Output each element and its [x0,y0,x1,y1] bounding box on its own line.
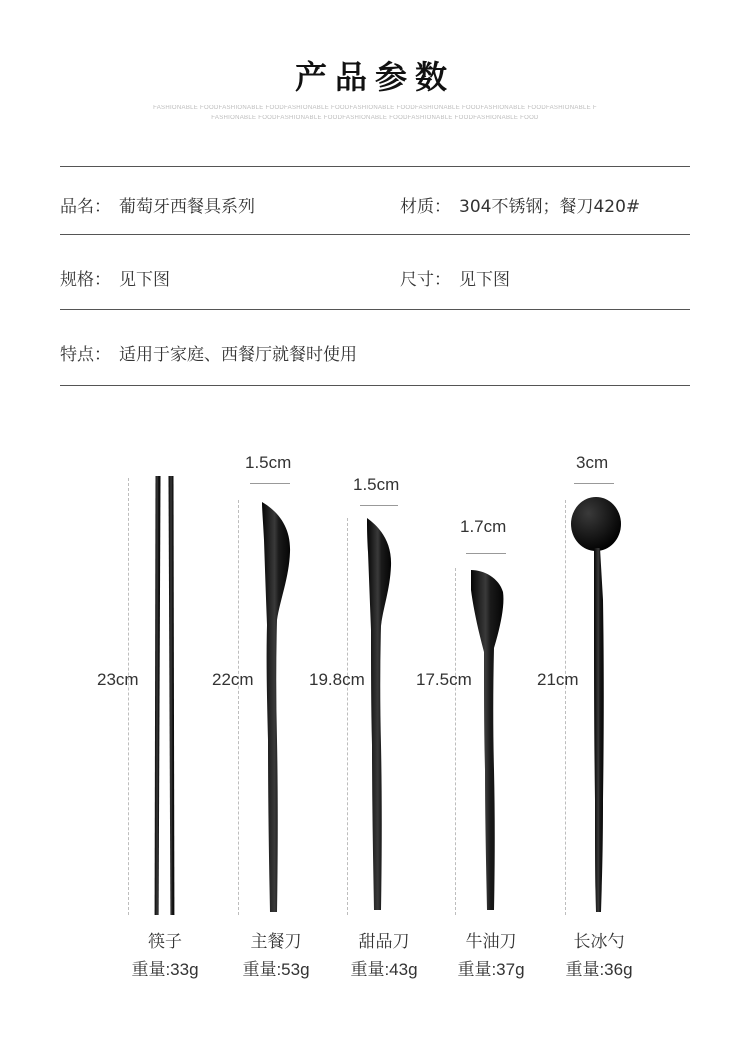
spec-feature-value: 适用于家庭、西餐厅就餐时使用 [119,345,357,365]
spec-size-value: 见下图 [119,270,170,290]
spec-feature-label: 特点： [60,345,111,365]
dessert-knife-icon [367,518,391,910]
length-label-chopsticks: 23cm [97,670,139,689]
spec-product-name-value: 葡萄牙西餐具系列 [119,197,255,217]
item-weight-dessert-knife: 重量:43g [350,960,418,979]
item-name-long-spoon: 长冰勺 [573,932,625,952]
width-label-dessert-knife: 1.5cm [353,475,400,494]
spec-dimension-value: 见下图 [459,270,510,290]
dinner-knife-icon [262,502,290,912]
spec-size-label: 规格： [60,270,111,290]
length-label-dessert-knife: 19.8cm [309,670,365,689]
subtitle-line-2: FASHIONABLE FOODFASHIONABLE FOODFASHIONABLE FOODFASHIONABLE FOODFASHIONABLE FOOD [211,115,539,121]
item-name-butter-knife: 牛油刀 [465,932,517,952]
item-name-chopsticks: 筷子 [148,932,182,952]
spec-material-label: 材质： [400,197,451,217]
length-label-butter-knife: 17.5cm [416,670,472,689]
item-weight-chopsticks: 重量:33g [131,960,199,979]
spec-material-value: 304不锈钢；餐刀420# [459,197,641,217]
item-name-dinner-knife: 主餐刀 [250,932,302,952]
butter-knife-icon [471,570,503,910]
spec-product-name-label: 品名： [60,197,111,217]
length-label-long-spoon: 21cm [537,670,579,689]
width-label-dinner-knife: 1.5cm [245,453,292,472]
subtitle-line-1: FASHIONABLE FOODFASHIONABLE FOODFASHIONABLE FOODFASHIONABLE FOODFASHIONABLE FOODFASHIONABLE FOODFASHIONABLE F [153,105,597,111]
item-weight-butter-knife: 重量:37g [457,960,525,979]
width-label-long-spoon: 3cm [576,453,609,472]
long-spoon-icon [571,497,621,912]
page-title: 产品参数 [294,58,455,96]
spec-dimension-label: 尺寸： [400,270,451,290]
item-weight-dinner-knife: 重量:53g [242,960,310,979]
chopsticks-icon [155,476,175,915]
length-label-dinner-knife: 22cm [212,670,254,689]
item-weight-long-spoon: 重量:36g [565,960,633,979]
item-name-dessert-knife: 甜品刀 [358,932,410,952]
width-label-butter-knife: 1.7cm [460,517,507,536]
